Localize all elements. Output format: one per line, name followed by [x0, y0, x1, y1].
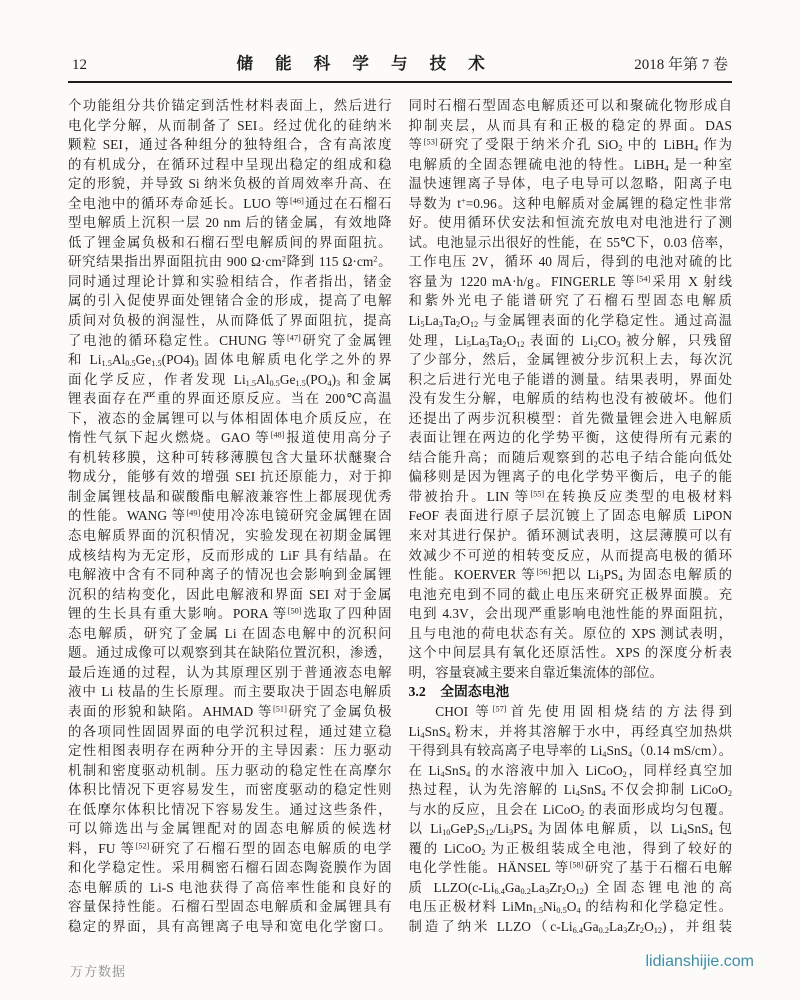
text-line: 全电池中的循环寿命延长。LUO 等[46]通过在石榴石: [68, 195, 392, 211]
text-line: 这个中间层具有氧化还原活性。XPS 的深度分析表: [408, 645, 732, 661]
text-line: 了少部分，然后，金属锂被分步沉积上去，每次沉: [408, 352, 732, 368]
text-line: 液中 Li 枝晶的生长原理。而主要取决于固态电解质: [68, 684, 392, 700]
text-line: FeOF 表面进行原子层沉镀上了固态电解质 LiPON: [408, 508, 732, 524]
wanfang-watermark: 万方数据: [70, 964, 127, 979]
text-line: 了电池的循环稳定性。CHUNG 等[47]研究了金属锂: [68, 332, 392, 348]
journal-title: 储 能 科 学 与 技 术: [236, 54, 494, 73]
text-line: 态电解质，研究了金属 Li 在固态电解中的沉积问: [68, 625, 392, 641]
volume-info: 2018 年第 7 卷: [634, 57, 728, 73]
text-line: 试。电池显示出很好的性能，在 55℃下，0.03 倍率，: [408, 234, 732, 250]
text-line: 表面让锂在两边的化学势平衡，这使得所有元素的: [408, 430, 732, 446]
text-line: 的各项同性固固界面的电学沉积过程，通过建立稳: [68, 723, 392, 739]
text-line: 和紫外光电子能谱研究了石榴石型固态电解质: [408, 293, 732, 309]
text-line: 锂表面存在严重的界面还原反应。当在 200℃高温: [68, 391, 392, 407]
text-line: CHOI 等[57]首先使用固相烧结的方法得到: [435, 703, 732, 719]
text-line: 研究结果指出界面阻抗由 900 $\Omega\cdot cm^2$降到 115 $\Omega\cdot cm^2$。: [68, 254, 392, 270]
text-line: $Li_4SnS_4$ 粉末，并将其溶解于水中，再经真空加热烘: [408, 723, 732, 740]
text-line: 同时石榴石型固态电解质还可以和聚硫化物形成自: [408, 98, 732, 113]
text-line: 容量为 1220 mA·h/g。FINGERLE 等[54]采用 X 射线: [408, 273, 732, 289]
text-line: 沉积的结构变化，因此电解液和界面 SEI 对于金属: [68, 586, 392, 602]
website-link[interactable]: lidianshijie.com: [645, 953, 754, 970]
text-line: 来对其进行保护。循环测试表明，这层薄膜可以有: [408, 528, 732, 544]
text-line: 电到 4.3V，会出现严重影响电池性能的界面阻抗，: [408, 606, 732, 622]
text-line: 在低摩尔体积比情况下容易发生。通过这些条件，: [68, 801, 392, 817]
text-line: 题。通过成像可以观察到其在缺陷位置沉积，渗透，: [68, 645, 392, 661]
text-line: 同时通过理论计算和实验相结合，作者指出，锗金: [68, 273, 392, 289]
text-line: 电化学性能。HÄNSEL 等[58]研究了基于石榴石电解: [408, 860, 732, 876]
text-line: 结合能升高；而随后观察到的芯电子结合能向低处: [408, 449, 732, 465]
text-line: 处理，$Li_5La_3Ta_2O_{12}$ 表面的 $Li_2CO_3$ 被分解，只残留: [408, 332, 732, 349]
text-line: 表面的形貌和缺陷。AHMAD 等[51]研究了金属负极: [68, 703, 392, 719]
text-line: 稳定的界面，具有高锂离子电导和宽电化学窗口。: [68, 918, 392, 934]
text-line: 下，液态的金属锂可以与体相固体电介质反应，在: [68, 410, 392, 426]
text-line: 电解质的全固态锂硫电池的特性。LiBH$_4$ 是一种室: [408, 156, 732, 173]
text-line: 料，FU 等[52]研究了石榴石型的固态电解质的电学: [68, 840, 392, 856]
text-line: 与水的反应，且会在 LiCoO$_2$ 的表面形成均匀包覆。: [408, 801, 732, 818]
text-line: 电池充电到不同的截止电压来研究正极界面膜。充: [408, 586, 732, 602]
text-line: 态电解质界面的沉积情况，实验发现在初期金属锂: [68, 528, 392, 544]
text-line: 面化学反应，作者发现 $Li_{1.5}Al_{0.5}Ge_{1.5}(PO_4)_3$ 和金属: [68, 371, 392, 388]
two-column-body: [68, 96, 732, 937]
section-heading: 3.2 全固态电池: [408, 684, 510, 700]
text-line: 低了锂金属负极和石榴石型电解质间的界面阻抗。: [68, 234, 392, 250]
text-line: 效减少不可逆的相转变反应，从而提高电极的循环: [408, 547, 732, 563]
text-line: 覆的 LiCoO$_2$ 为正极组装成全电池，得到了较好的: [408, 840, 732, 857]
text-line: 电化学分解，从而制备了 SEI。经过优化的硅纳米: [68, 117, 392, 133]
text-line: 体积比情况下更容易发生，而密度驱动的稳定性则: [68, 782, 392, 798]
text-line: 热过程，认为先溶解的 $Li_4SnS_4$ 不仅会抑制 LiCoO$_2$: [408, 782, 732, 799]
text-line: 定性相图表明存在两种分开的主导因素：压力驱动: [68, 743, 392, 759]
text-line: 偏移则是因为锂离子的电化学势平衡后，电子的能: [408, 469, 732, 485]
text-line: 个功能组分共价锚定到活性材料表面上，然后进行: [68, 98, 392, 113]
text-line: 定的形貌，并导致 Si 纳米负极的首周效率升高、在: [68, 176, 392, 192]
text-line: 容量保持性能。石榴石型固态电解质和金属锂具有: [68, 899, 392, 915]
text-line: 锂的生长具有重大影响。PORA 等[50]选取了四种固: [68, 606, 392, 622]
text-line: 没有发生分解，电解质的结构也没有被破坏。他们: [408, 391, 732, 407]
text-line: 明，容量衰减主要来自靠近集流体的部位。: [408, 664, 663, 680]
text-line: $Li_5La_3Ta_2O_{12}$ 与金属锂表面的化学稳定性。通过高温: [408, 313, 732, 330]
text-line: 质间对负极的润湿性，从而降低了界面阻抗，提高: [68, 313, 392, 329]
text-line: 还提出了两步沉积模型：首先微量锂会进入电解质: [408, 410, 732, 426]
text-line: 和化学稳定性。采用稠密石榴石固态陶瓷膜作为固: [68, 860, 392, 876]
text-line: 的有机成分，在循环过程中呈现出稳定的组成和稳: [68, 156, 392, 172]
text-line: 且与电池的荷电状态有关。原位的 XPS 测试表明，: [408, 625, 732, 641]
text-line: 制金属锂枝晶和碳酸酯电解液兼容性上都展现优秀: [68, 488, 392, 504]
text-line: 可以筛选出与金属锂配对的固态电解质的候选材: [68, 821, 392, 837]
text-line: 以 $Li_{10}GeP_2S_{12}/Li_3PS_4$ 为固体电解质，以 $Li_4SnS_4$ 包: [408, 821, 732, 838]
text-line: 的性能。WANG 等[49]使用冷冻电镜研究金属锂在固: [68, 508, 392, 524]
text-line: 惰性气氛下起火燃烧。GAO 等[48]报道使用高分子: [68, 430, 392, 446]
text-line: 属的引入促使界面处锂锗合金的形成，提高了电解: [68, 293, 392, 309]
text-line: 电解液中含有不同种离子的情况也会影响到金属锂: [68, 567, 392, 583]
text-line: 和 $Li_{1.5}Al_{0.5}Ge_{1.5}(PO4)_3$ 固体电解质电化学之外的界: [68, 352, 392, 369]
text-line: 抑制夹层，从而具有和正极的稳定的界面。DAS: [408, 117, 732, 133]
text-line: 制造了纳米 $LLZO(c-Li_{6.4}Ga_{0.2}La_3Zr_2O_{12})$，并组装: [408, 918, 732, 936]
text-line: 干得到具有较高离子电导率的 $Li_4SnS_4(0.14$ mS/cm）。: [408, 743, 732, 760]
text-line: 成核结构为无定形，反而形成的 LiF 具有结晶。在: [68, 547, 392, 563]
text-line: 型电解质上沉积一层 20 nm 后的锗金属，有效地降: [68, 215, 392, 231]
text-line: 质 $LLZO(c-Li_{6.4}Ga_{0.2}La_3Zr_2O_{12})$ 全固态锂电池的高: [408, 879, 732, 896]
text-line: 物成分，能够有效的增强 SEI 抗还原能力，对于抑: [68, 469, 392, 485]
right-column: [409, 96, 733, 937]
text-line: 态电解质的 Li-S 电池获得了高倍率性能和良好的: [68, 879, 392, 895]
text-line: 性能。KOERVER 等[56]把以 $Li_3PS_4$ 为固态电解质的: [408, 567, 732, 584]
text-line: 有机转移膜，这种可转移薄膜包含大量环状醚聚合: [68, 449, 392, 465]
text-line: 积之后进行光电子能谱的测量。结果表明，界面处: [408, 371, 732, 387]
text-line: 机制和密度驱动机制。压力驱动的稳定性在高摩尔: [68, 762, 392, 778]
page-number: 12: [72, 57, 87, 73]
text-line: 带被抬升。LIN 等[55]在转换反应类型的电极材料: [408, 488, 732, 504]
text-line: 颗粒 SEI，通过各种组分的独特组合，含有高浓度: [68, 137, 392, 153]
text-line: 好。使用循环伏安法和恒流充放电对电池进行了测: [408, 215, 732, 231]
text-line: 等[53]研究了受限于纳米介孔 SiO$_2$ 中的 LiBH$_4$ 作为: [408, 137, 732, 154]
text-line: 电压正极材料 $LiMn_{1.5}Ni_{0.5}O_4$ 的结构和化学稳定性。: [408, 899, 732, 916]
text-line: 工作电压 2V，循环 40 周后，得到的电池对硫的比: [408, 254, 732, 270]
text-line: 最后连通的过程，认为其原理区别于普通液态电解: [68, 664, 392, 680]
page-header: [68, 50, 732, 83]
text-line: 温快速锂离子导体，电子电导可以忽略，阳离子电: [408, 176, 732, 192]
text-line: 在 $Li_4SnS_4$ 的水溶液中加入 LiCoO$_2$，同样经真空加: [408, 762, 732, 779]
text-line: 导数为 t+=0.96。这种电解质对金属锂的稳定性非常: [408, 195, 732, 211]
left-column: [68, 96, 392, 937]
